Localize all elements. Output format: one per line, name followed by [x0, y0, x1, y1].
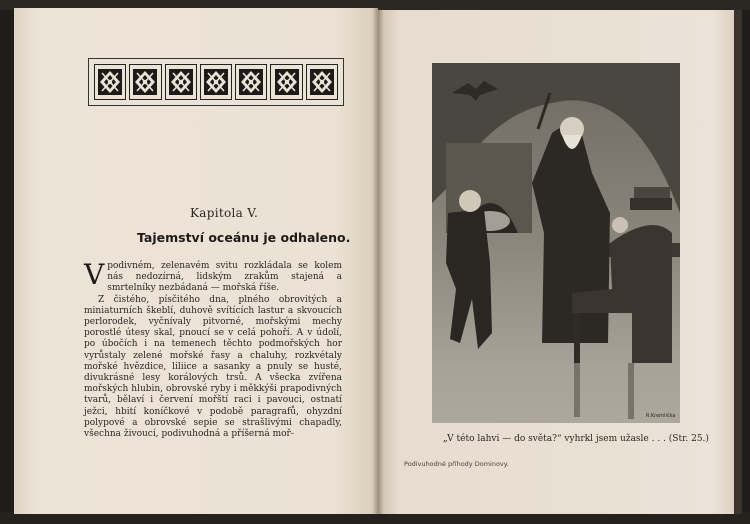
celtic-knot-icon: [131, 67, 159, 97]
illustrator-signature: R.Kremlička: [646, 413, 676, 419]
illustration-caption: „V této lahvi — do světa?“ vyhrkl jsem užasle . . . (Str. 25.): [443, 434, 709, 444]
books-stack: [634, 187, 670, 198]
celtic-knot-icon: [308, 67, 336, 97]
ornament-tile: [200, 64, 232, 100]
paragraph: Z čistého, písčitého dna, plného obrovitých a miniaturních škeblí, duhově svítících lastur a skvoucích perlorodek, vyčnívaly pitvorné, mořskými mechy porostlé útesy skal, pnoucí se v celá pohoří. A v údolí, po úbočích i na temenech těchto podmořských hor vyrůstaly zelené mořské řasy a chaluhy, rozkvétaly mořské hvězdice, liliice a sasanky a pnuly se husté, divukrásné lesy korálových trsů. A všecka zvířena mořských hlubin, obrovské ryby i měkkýši prapodivných tvarů, bělaví i červení mořští raci i pavouci, ostnatí ježci, hbití koníčkové v podobě paragrafů, ohyzdní polypové a obrovské sepie se strašlivými chapadly, všechna živoucí, podivuhodná a příšerná moř-: [84, 294, 342, 440]
celtic-knot-icon: [167, 67, 195, 97]
celtic-knot-icon: [237, 67, 265, 97]
floor: [432, 363, 680, 423]
bottle: [612, 217, 628, 233]
chapter-label: Kapitola V.: [190, 206, 259, 220]
ornament-tile: [270, 64, 302, 100]
engraving-illustration: [432, 63, 680, 423]
page-footer-note: Podivuhodné příhody Dominovy.: [404, 460, 509, 468]
ornament-tile: [235, 64, 267, 100]
boy-head: [459, 190, 481, 212]
paragraph-text: podivném, zelenavém svitu rozkládala se kolem nás nedozírná, lidským zrakům stajená a smrtelníky nezbádaná — mořská říše.: [107, 261, 342, 294]
ornament-tile: [94, 64, 126, 100]
ornament-tile: [306, 64, 338, 100]
celtic-knot-icon: [96, 67, 124, 97]
ornamental-header-band: [88, 58, 344, 106]
chapter-body-text: [84, 258, 342, 440]
ornament-tile: [129, 64, 161, 100]
celtic-knot-icon: [202, 67, 230, 97]
celtic-knot-icon: [273, 67, 301, 97]
ornament-tile: [165, 64, 197, 100]
drop-cap: V: [84, 258, 105, 291]
paragraph: [84, 258, 342, 295]
chapter-title: Tajemství oceánu je odhaleno.: [137, 230, 351, 245]
page-block-edge: [734, 10, 742, 514]
books-stack: [630, 198, 672, 210]
book-gutter: [372, 8, 384, 514]
